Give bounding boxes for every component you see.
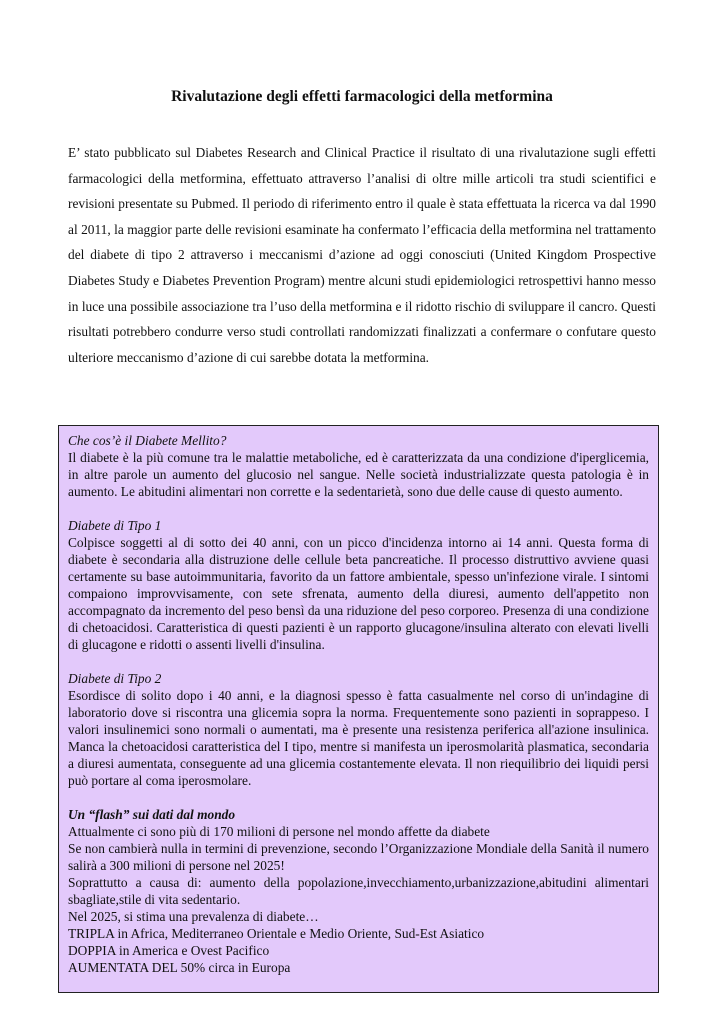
data-line: Nel 2025, si stima una prevalenza di diabete… bbox=[68, 909, 319, 924]
section-text: Esordisce di solito dopo i 40 anni, e la diagnosi spesso è fatta casualmente nel corso di un'indagine di laboratorio dove si riscontra una glicemia sopra la norma. Frequentemente sono pazienti in soprappeso. I valori insulinemici sono normali o aumentati, ma è presente una resistenza periferica all'azione insulinica. Manca la chetoacidosi caratteristica del I tipo, mentre si manifesta un iperosmolarità plasmatica, secondaria a diuresi aumentata, conseguente ad una glicemia costantemente elevata. Il non riequilibrio dei liquidi persi può portare al coma iperosmolare. bbox=[68, 688, 649, 788]
article-paragraph: E’ stato pubblicato sul Diabetes Research and Clinical Practice il risultato di una rivalutazione sugli effetti farmacologici della metformina, effettuato attraverso l’analisi di oltre mille articoli tra studi scientifici e revisioni presentate su Pubmed. Il periodo di riferimento entro il quale è stata effettuata la ricerca va dal 1990 al 2011, la maggior parte delle revisioni esaminate ha confermato l’efficacia della metformina nel trattamento del diabete di tipo 2 attraverso i meccanismi d’azione ad oggi conosciuti (United Kingdom Prospective Diabetes Study e Diabetes Prevention Program) mentre alcuni studi epidemiologici retrospettivi hanno messo in luce una possibile associazione tra l’uso della metformina e il ridotto rischio di sviluppare il cancro. Questi risultati potrebbero condurre verso studi controllati randomizzati finalizzati a confermare o confutare questo ulteriore meccanismo d’azione di cui sarebbe dotata la metformina. bbox=[68, 145, 656, 365]
section-type-2 bbox=[68, 670, 649, 789]
data-line: Attualmente ci sono più di 170 milioni di persone nel mondo affette da diabete bbox=[68, 824, 490, 839]
section-type-1 bbox=[68, 517, 649, 653]
data-line: Soprattutto a causa di: aumento della popolazione,invecchiamento,urbanizzazione,abitudini alimentari sbagliate,stile di vita sedentario. bbox=[68, 875, 649, 907]
data-line: DOPPIA in America e Ovest Pacifico bbox=[68, 943, 270, 958]
data-line: Se non cambierà nulla in termini di prevenzione, secondo l’Organizzazione Mondiale della Sanità il numero salirà a 300 milioni di persone nel 2025! bbox=[68, 841, 649, 873]
section-text: Il diabete è la più comune tra le malattie metaboliche, ed è caratterizzata da una condizione d'iperglicemia, in altre parole un aumento del glucosio nel sangue. Nelle società industrializzate questa patologia è in aumento. Le abitudini alimentari non corrette e la sedentarietà, sono due delle cause di questo aumento. bbox=[68, 450, 649, 499]
data-line: TRIPLA in Africa, Mediterraneo Orientale e Medio Oriente, Sud-Est Asiatico bbox=[68, 926, 485, 941]
diabetes-info-box bbox=[58, 425, 659, 993]
section-world-data bbox=[68, 806, 649, 976]
document-title: Rivalutazione degli effetti farmacologici della metformina bbox=[171, 88, 553, 105]
section-text: Colpisce soggetti al di sotto dei 40 anni, con un picco d'incidenza intorno ai 14 anni. Questa forma di diabete è secondaria alla distruzione delle cellule beta pancreatiche. Il processo distruttivo avviene quasi certamente su base autoimmunitaria, favorito da un fattore ambientale, spesso un'infezione virale. I sintomi compaiono improvvisamente, con sete sfrenata, aumento della diuresi, aumento dell'appetito non accompagnato da incremento del peso bensì da una riduzione del peso corporeo. Presenza di una condizione di chetoacidosi. Caratteristica di questi pazienti è un rapporto glucagone/insulina alterato con elevati livelli di glucagone e ridotti o assenti livelli d'insulina. bbox=[68, 535, 649, 652]
section-heading: Diabete di Tipo 2 bbox=[68, 671, 162, 686]
section-heading: Che cos’è il Diabete Mellito? bbox=[68, 433, 227, 448]
article-body bbox=[68, 140, 656, 370]
data-line: AUMENTATA DEL 50% circa in Europa bbox=[68, 960, 291, 975]
section-what-is-diabetes bbox=[68, 432, 649, 500]
section-heading: Un “flash” sui dati dal mondo bbox=[68, 807, 236, 822]
section-heading: Diabete di Tipo 1 bbox=[68, 518, 162, 533]
